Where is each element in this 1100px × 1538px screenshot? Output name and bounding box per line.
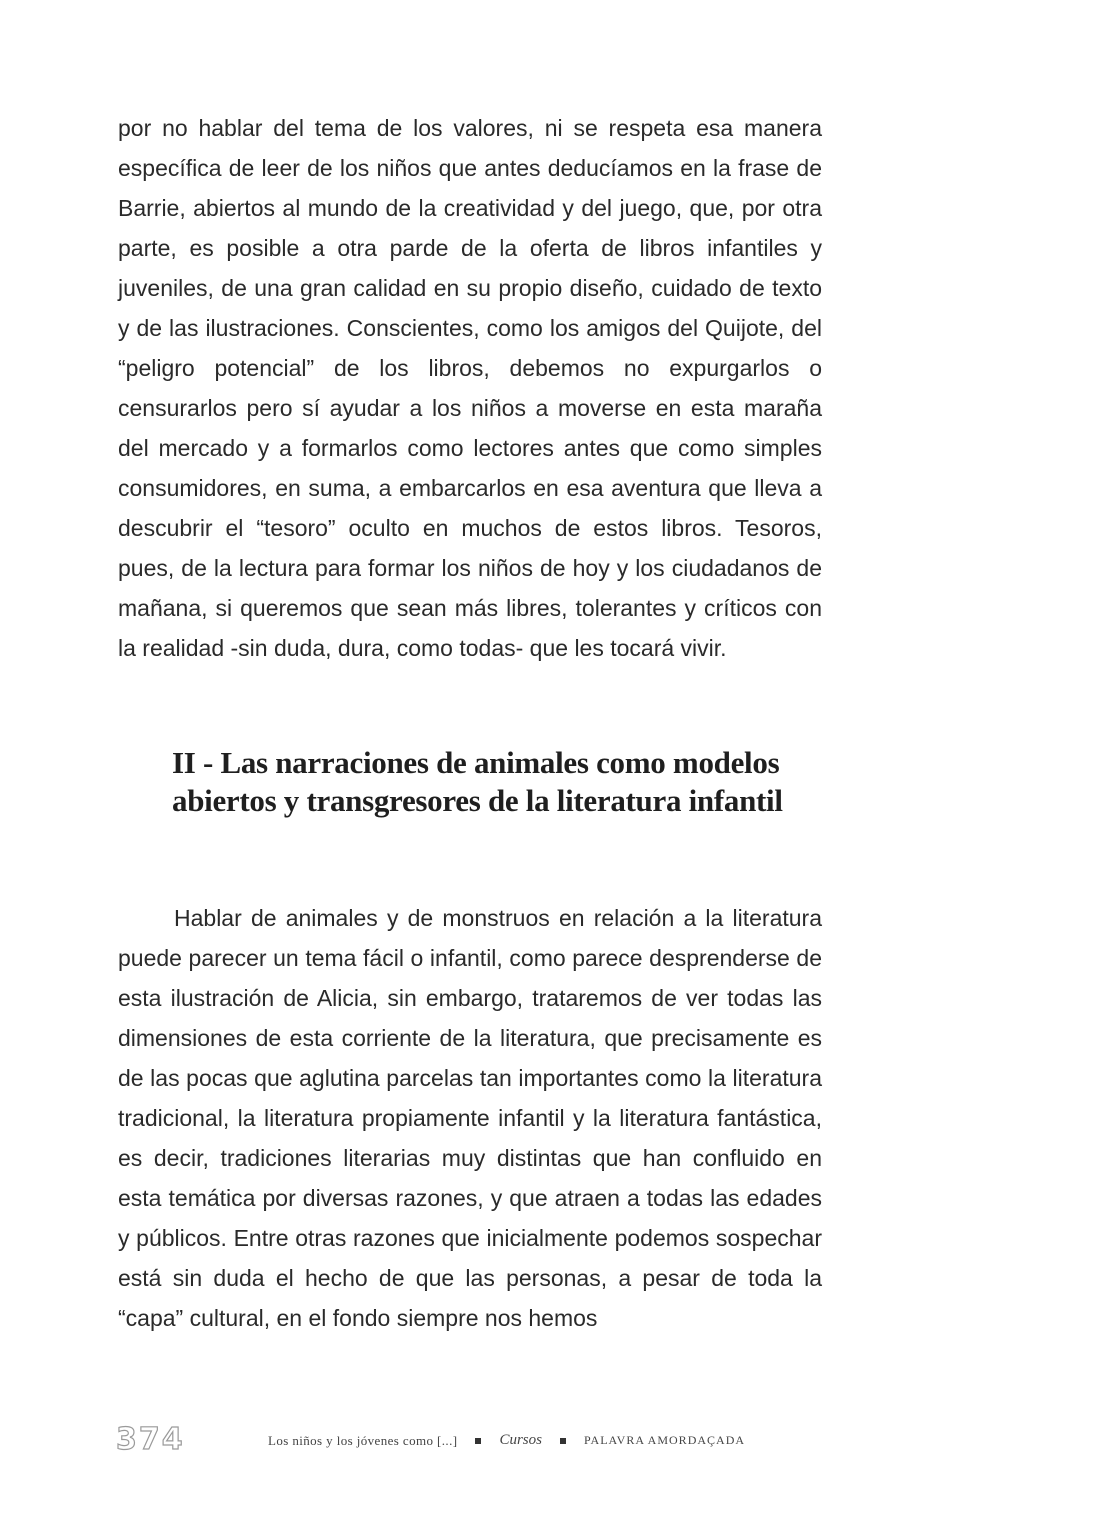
page-footer (0, 1422, 1100, 1462)
square-bullet-icon (475, 1438, 481, 1444)
running-footer (268, 1432, 828, 1449)
body-paragraph-1: por no hablar del tema de los valores, ni se respeta esa manera específica de leer de los niños que antes deducíamos en la frase de Barrie, abiertos al mundo de la creatividad y del juego, que, por otra parte, es posible a otra parde de la oferta de libros infantiles y juveniles, de una gran calidad en su propio diseño, cuidado de texto y de las ilustraciones. Conscientes, como los amigos del Quijote, del “peligro potencial” de los libros, debemos no expurgarlos o censurarlos pero sí ayudar a los niños a moverse en esta maraña del mercado y a formarlos como lectores antes que como simples consumidores, en suma, a embarcarlos en esa aventura que lleva a descubrir el “tesoro” oculto en muchos de estos libros. Tesoros, pues, de la lectura para formar los niños de hoy y los ciudadanos de mañana, si queremos que sean más libres, tolerantes y críticos con la realidad -sin duda, dura, como todas- que les tocará vivir. (118, 115, 822, 661)
running-title: Los niños y los jóvenes como [...] (268, 1432, 458, 1448)
section-heading: II - Las narraciones de animales como modelos abiertos y transgresores de la literatura infantil (172, 745, 783, 818)
page-number: 374 (116, 1422, 185, 1457)
journal-name: Cursos (499, 1432, 542, 1448)
body-paragraph-2: Hablar de animales y de monstruos en relación a la literatura puede parecer un tema fácil o infantil, como parece desprenderse de esta ilustración de Alicia, sin embargo, trataremos de ver todas las dimensiones de esta corriente de la literatura, que precisamente es de las pocas que aglutina parcelas tan importantes como la literatura tradicional, la literatura propiamente infantil y la literatura fantástica, es decir, tradiciones literarias muy distintas que han confluido en esta temática por diversas razones, y que atraen a todas las edades y públicos. Entre otras razones que inicialmente podemos sospechar está sin duda el hecho de que las personas, a pesar de toda la “capa” cultural, en el fondo siempre nos hemos (118, 905, 822, 1331)
square-bullet-icon (560, 1438, 566, 1444)
series-name: PALAVRA AMORDAÇADA (583, 1433, 746, 1447)
